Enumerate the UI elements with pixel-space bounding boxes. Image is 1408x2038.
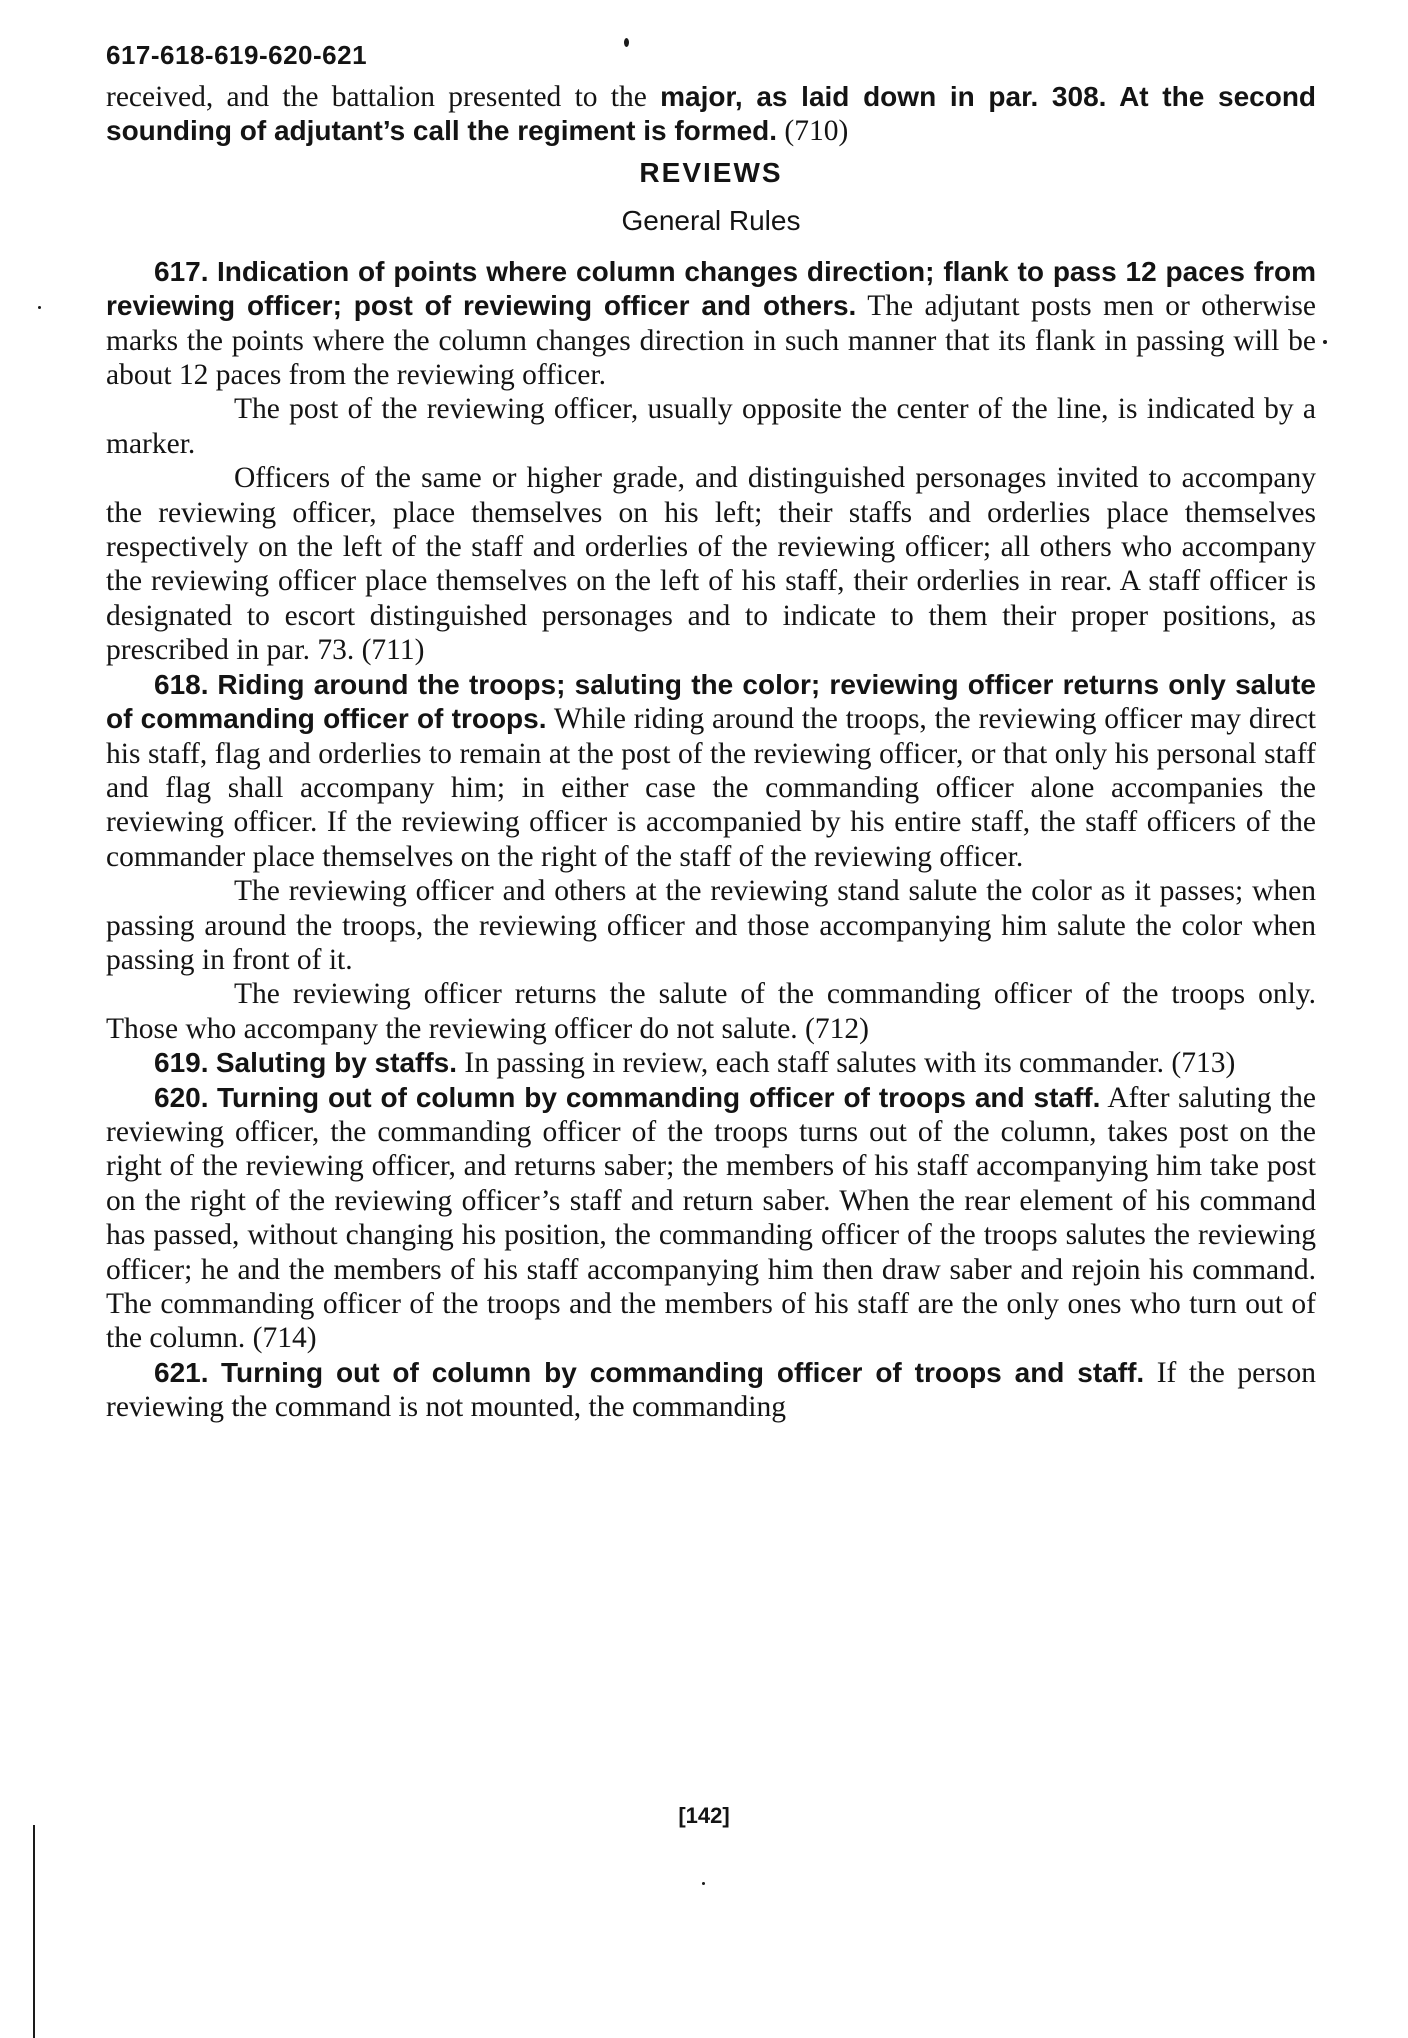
paragraph-text: After saluting the reviewing officer, the commanding officer of the troops turns out of the column, takes post on the right of the reviewing officer, and returns saber; the members of his staff accompanying him take post on the right of the reviewing officer’s staff and return saber. When the rear element of his command has passed, without changing his position, the commanding officer of the troops salutes the reviewing officer; he and the members of his staff accompanying him then draw saber and rejoin his command. The commanding officer of the troops and the members of his staff are the only ones who turn out of the column. (714)	[106, 1081, 1317, 1355]
paragraph-618-sub-1: The reviewing officer and others at the reviewing stand salute the color as it passes; when passing around the troops, the reviewing officer and those accompanying him salute the color when passing in front of it.	[106, 875, 1316, 976]
paragraph-caption: Indication of points where column changes direction; flank to pass 12 paces from reviewing officer; post of reviewing officer and others.	[106, 255, 1317, 322]
paragraph-text: If the person reviewing the command is not mounted, the commanding	[106, 1356, 1316, 1424]
ink-speck	[1323, 340, 1327, 344]
paragraph-621	[106, 1356, 1316, 1425]
ink-speck	[38, 306, 41, 309]
page-number: [142]	[678, 1803, 730, 1828]
body-text	[106, 80, 1316, 1425]
paragraph-caption: Saluting by staffs.	[215, 1047, 458, 1079]
paragraph-range-header: 617-618-619-620-621	[106, 40, 368, 70]
paragraph-617-sub-1: The post of the reviewing officer, usually opposite the center of the line, is indicated by a marker.	[106, 393, 1316, 460]
intro-reference: (710)	[784, 115, 849, 148]
binding-edge-line	[33, 1825, 35, 2038]
paragraph-number: 621.	[154, 1356, 209, 1388]
paragraph-number: 620.	[154, 1081, 209, 1113]
paragraph-619	[106, 1046, 1316, 1080]
paragraph-text: In passing in review, each staff salutes with its commander. (713)	[464, 1047, 1236, 1080]
paragraph-text: The adjutant posts men or otherwise marks the points where the column changes direction in such manner that its flank in passing will be about 12 paces from the reviewing officer.	[106, 290, 1316, 392]
paragraph-618	[106, 668, 1316, 874]
paragraph-caption: Turning out of column by commanding officer of troops and staff.	[220, 1356, 1145, 1388]
paragraph-617-sub-2: Officers of the same or higher grade, and distinguished personages invited to accompany the reviewing officer, place themselves on his left; their staffs and orderlies place themselves respectively on the left of the staff and orderlies of the reviewing officer; all others who accompany the reviewing officer place themselves on the left of his staff, their orderlies in rear. A staff officer is designated to escort distinguished personages and to indicate to them their proper positions, as prescribed in par. 73. (711)	[106, 462, 1316, 667]
intro-text: received, and the battalion presented to the	[106, 81, 647, 113]
paragraph-caption: Turning out of column by commanding officer of troops and staff.	[217, 1081, 1101, 1113]
paragraph-number: 619.	[154, 1047, 209, 1079]
paragraph-text: While riding around the troops, the reviewing officer may direct his staff, flag and orderlies to remain at the post of the reviewing officer, or that only his personal staff and flag shall accompany him; in either case the commanding officer alone accompanies the reviewing officer. If the reviewing officer is accompanied by his entire staff, the staff officers of the commander place themselves on the right of the staff of the reviewing officer.	[106, 703, 1316, 873]
paragraph-620	[106, 1081, 1316, 1356]
intro-paragraph	[106, 80, 1316, 149]
paragraph-number: 617.	[154, 255, 209, 287]
ink-speck	[702, 1882, 705, 1885]
paragraph-caption: Riding around the troops; saluting the color; reviewing officer returns only salute of commanding officer of troops.	[106, 668, 1316, 735]
section-heading: REVIEWS	[639, 156, 783, 188]
paragraph-number: 618.	[154, 668, 209, 700]
intro-bold-text: major, as laid down in par. 308. At the second sounding of adjutant’s call the regiment is formed.	[106, 81, 1317, 147]
subsection-heading: General Rules	[621, 204, 801, 236]
paragraph-617	[106, 255, 1316, 393]
paragraph-618-sub-2: The reviewing officer returns the salute of the commanding officer of the troops only. Those who accompany the reviewing officer do not salute. (712)	[106, 978, 1316, 1045]
ink-speck	[624, 38, 629, 47]
